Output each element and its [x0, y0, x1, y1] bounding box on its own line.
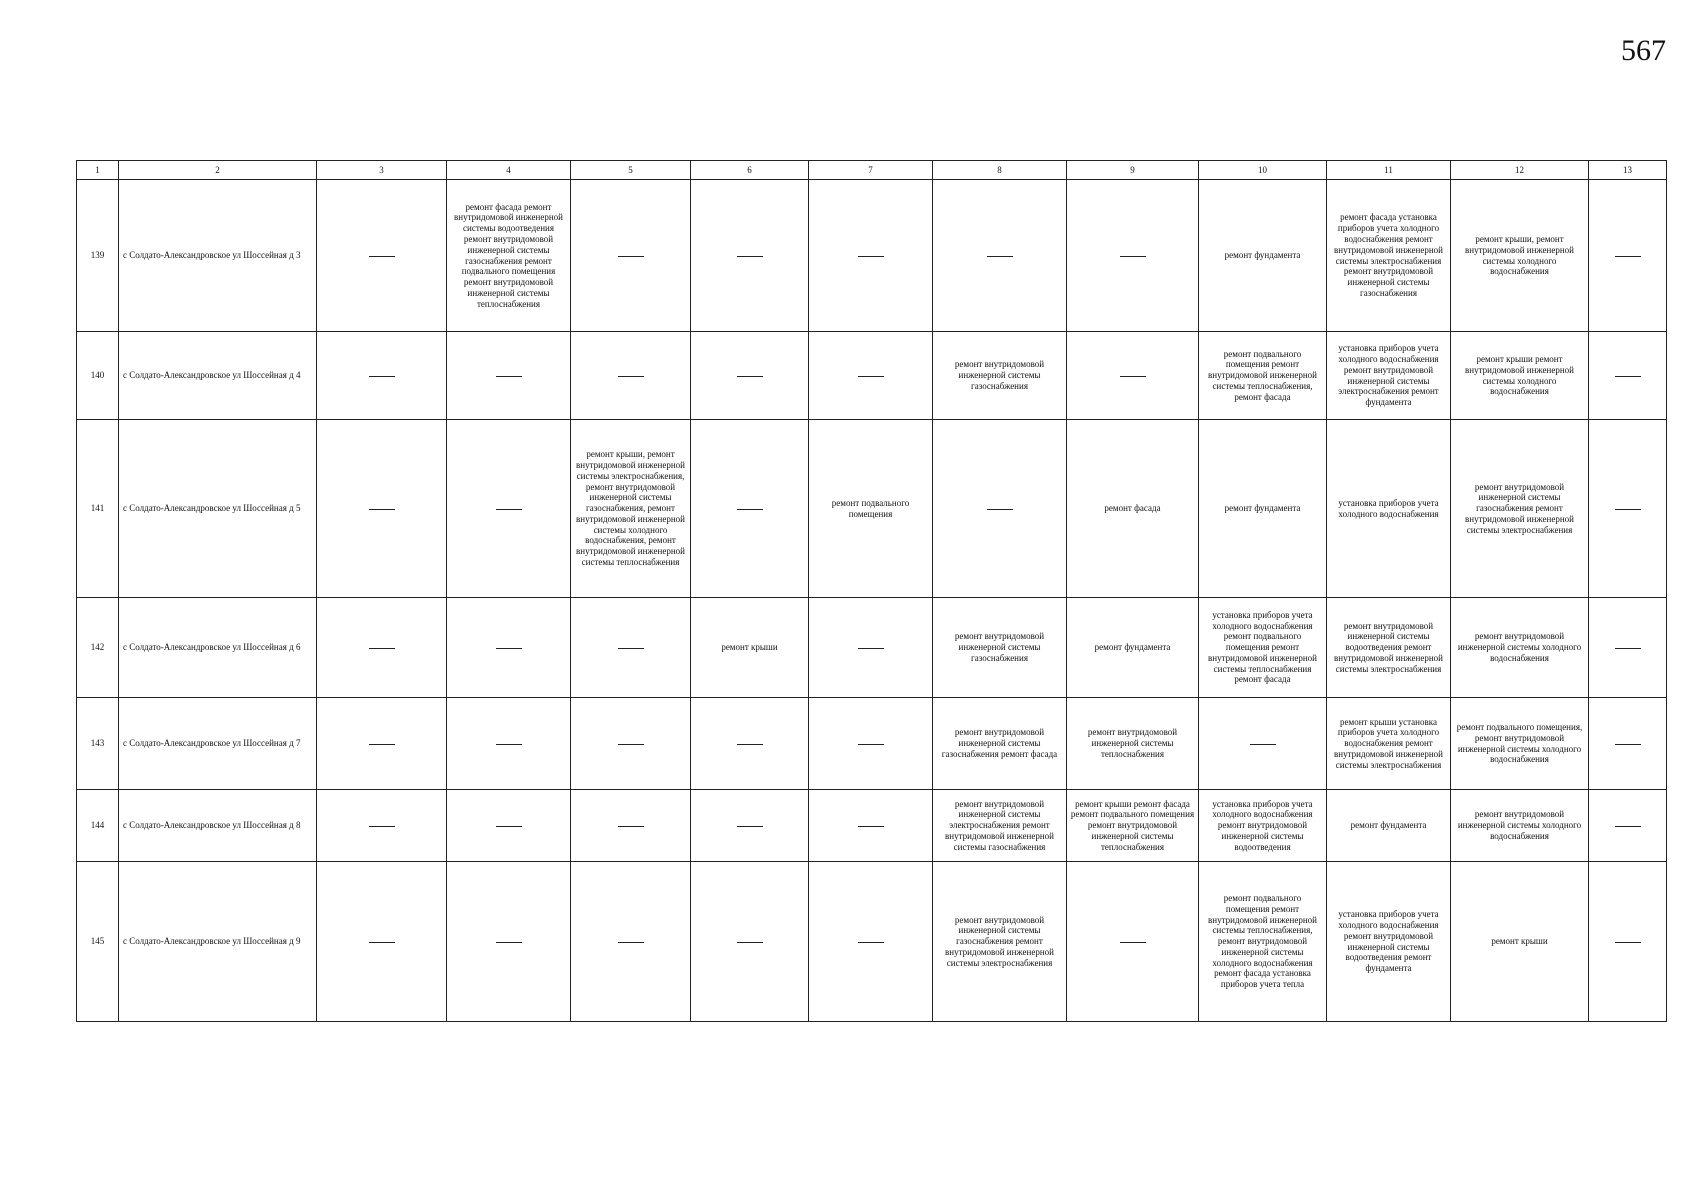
work-cell-col-3 — [317, 332, 447, 420]
work-cell-col-7 — [809, 790, 933, 862]
work-cell-col-3 — [317, 598, 447, 698]
work-cell-col-9 — [1067, 862, 1199, 1022]
empty-dash — [737, 942, 763, 943]
empty-dash — [496, 648, 522, 649]
page-number: 567 — [1621, 34, 1666, 67]
empty-dash — [1615, 648, 1641, 649]
empty-dash — [1615, 509, 1641, 510]
work-cell-col-4 — [447, 862, 571, 1022]
work-cell-col-8: ремонт внутридомовой инженерной системы газоснабжения — [933, 332, 1067, 420]
work-cell-col-12: ремонт подвального помещения, ремонт внутридомовой инженерной системы холодного водоснабжения — [1451, 698, 1589, 790]
empty-dash — [369, 509, 395, 510]
empty-dash — [858, 826, 884, 827]
row-number: 139 — [77, 180, 119, 332]
empty-dash — [369, 826, 395, 827]
work-cell-col-6: ремонт крыши — [691, 598, 809, 698]
work-cell-col-13 — [1589, 598, 1667, 698]
table-row — [77, 862, 1667, 1022]
work-cell-col-13 — [1589, 420, 1667, 598]
work-cell-col-13 — [1589, 180, 1667, 332]
row-number: 143 — [77, 698, 119, 790]
work-cell-col-3 — [317, 698, 447, 790]
work-cell-col-6 — [691, 698, 809, 790]
column-header-10: 10 — [1199, 161, 1327, 180]
column-header-13: 13 — [1589, 161, 1667, 180]
table-row — [77, 420, 1667, 598]
table-row — [77, 790, 1667, 862]
work-cell-col-4 — [447, 790, 571, 862]
column-header-9: 9 — [1067, 161, 1199, 180]
work-cell-col-10: ремонт подвального помещения ремонт внутридомовой инженерной системы теплоснабжения, ремонт фасада — [1199, 332, 1327, 420]
column-header-12: 12 — [1451, 161, 1589, 180]
row-number: 140 — [77, 332, 119, 420]
work-cell-col-12: ремонт внутридомовой инженерной системы холодного водоснабжения — [1451, 598, 1589, 698]
empty-dash — [858, 256, 884, 257]
work-cell-col-9: ремонт внутридомовой инженерной системы теплоснабжения — [1067, 698, 1199, 790]
work-cell-col-11: ремонт внутридомовой инженерной системы водоотведения ремонт внутридомовой инженерной системы электроснабжения — [1327, 598, 1451, 698]
column-header-3: 3 — [317, 161, 447, 180]
empty-dash — [618, 376, 644, 377]
work-cell-col-4: ремонт фасада ремонт внутридомовой инженерной системы водоотведения ремонт внутридомовой инженерной системы газоснабжения ремонт подвального помещения ремонт внутридомовой инженерной системы теплоснабжения — [447, 180, 571, 332]
empty-dash — [858, 744, 884, 745]
works-table-container — [76, 160, 1667, 1022]
work-cell-col-12: ремонт внутридомовой инженерной системы газоснабжения ремонт внутридомовой инженерной системы электроснабжения — [1451, 420, 1589, 598]
work-cell-col-8: ремонт внутридомовой инженерной системы газоснабжения ремонт фасада — [933, 698, 1067, 790]
work-cell-col-6 — [691, 180, 809, 332]
work-cell-col-13 — [1589, 332, 1667, 420]
empty-dash — [369, 648, 395, 649]
column-header-4: 4 — [447, 161, 571, 180]
table-row — [77, 598, 1667, 698]
work-cell-col-3 — [317, 790, 447, 862]
column-header-row — [77, 161, 1667, 180]
address-cell: с Солдато-Александровское ул Шоссейная д 8 — [119, 790, 317, 862]
empty-dash — [1615, 942, 1641, 943]
empty-dash — [369, 942, 395, 943]
work-cell-col-5 — [571, 180, 691, 332]
empty-dash — [496, 376, 522, 377]
work-cell-col-10 — [1199, 698, 1327, 790]
column-header-6: 6 — [691, 161, 809, 180]
work-cell-col-11: ремонт фасада установка приборов учета холодного водоснабжения ремонт внутридомовой инженерной системы электроснабжения ремонт внутридомовой инженерной системы газоснабжения — [1327, 180, 1451, 332]
work-cell-col-8 — [933, 180, 1067, 332]
empty-dash — [496, 744, 522, 745]
work-cell-col-8 — [933, 420, 1067, 598]
work-cell-col-10: ремонт подвального помещения ремонт внутридомовой инженерной системы теплоснабжения, ремонт внутридомовой инженерной системы холодного водоснабжения ремонт фасада установка приборов учета тепла — [1199, 862, 1327, 1022]
work-cell-col-3 — [317, 420, 447, 598]
work-cell-col-12: ремонт внутридомовой инженерной системы холодного водоснабжения — [1451, 790, 1589, 862]
column-header-2: 2 — [119, 161, 317, 180]
work-cell-col-6 — [691, 862, 809, 1022]
work-cell-col-3 — [317, 862, 447, 1022]
empty-dash — [1615, 826, 1641, 827]
work-cell-col-9: ремонт фасада — [1067, 420, 1199, 598]
empty-dash — [618, 942, 644, 943]
empty-dash — [369, 376, 395, 377]
work-cell-col-9: ремонт фундамента — [1067, 598, 1199, 698]
address-cell: с Солдато-Александровское ул Шоссейная д 9 — [119, 862, 317, 1022]
empty-dash — [987, 256, 1013, 257]
address-cell: с Солдато-Александровское ул Шоссейная д 3 — [119, 180, 317, 332]
empty-dash — [1120, 942, 1146, 943]
work-cell-col-9 — [1067, 332, 1199, 420]
work-cell-col-7 — [809, 180, 933, 332]
work-cell-col-12: ремонт крыши — [1451, 862, 1589, 1022]
empty-dash — [737, 509, 763, 510]
work-cell-col-4 — [447, 332, 571, 420]
work-cell-col-13 — [1589, 698, 1667, 790]
column-header-11: 11 — [1327, 161, 1451, 180]
table-body — [77, 161, 1667, 1022]
table-row — [77, 332, 1667, 420]
empty-dash — [369, 256, 395, 257]
work-cell-col-11: установка приборов учета холодного водоснабжения ремонт внутридомовой инженерной системы водоотведения ремонт фундамента — [1327, 862, 1451, 1022]
work-cell-col-8: ремонт внутридомовой инженерной системы электроснабжения ремонт внутридомовой инженерной системы газоснабжения — [933, 790, 1067, 862]
row-number: 142 — [77, 598, 119, 698]
empty-dash — [858, 648, 884, 649]
work-cell-col-12: ремонт крыши, ремонт внутридомовой инженерной системы холодного водоснабжения — [1451, 180, 1589, 332]
column-header-5: 5 — [571, 161, 691, 180]
work-cell-col-7 — [809, 862, 933, 1022]
empty-dash — [1250, 744, 1276, 745]
work-cell-col-12: ремонт крыши ремонт внутридомовой инженерной системы холодного водоснабжения — [1451, 332, 1589, 420]
work-cell-col-4 — [447, 698, 571, 790]
work-cell-col-7: ремонт подвального помещения — [809, 420, 933, 598]
work-cell-col-10: установка приборов учета холодного водоснабжения ремонт подвального помещения ремонт внутридомовой инженерной системы теплоснабжения ремонт фасада — [1199, 598, 1327, 698]
work-cell-col-6 — [691, 332, 809, 420]
work-cell-col-7 — [809, 598, 933, 698]
address-cell: с Солдато-Александровское ул Шоссейная д 6 — [119, 598, 317, 698]
empty-dash — [987, 509, 1013, 510]
work-cell-col-5 — [571, 698, 691, 790]
empty-dash — [618, 826, 644, 827]
address-cell: с Солдато-Александровское ул Шоссейная д 4 — [119, 332, 317, 420]
works-table — [76, 160, 1667, 1022]
row-number: 141 — [77, 420, 119, 598]
empty-dash — [496, 942, 522, 943]
empty-dash — [737, 376, 763, 377]
work-cell-col-4 — [447, 420, 571, 598]
empty-dash — [1615, 744, 1641, 745]
empty-dash — [1615, 376, 1641, 377]
empty-dash — [618, 256, 644, 257]
empty-dash — [1120, 256, 1146, 257]
work-cell-col-6 — [691, 790, 809, 862]
work-cell-col-8: ремонт внутридомовой инженерной системы газоснабжения ремонт внутридомовой инженерной системы электроснабжения — [933, 862, 1067, 1022]
work-cell-col-5: ремонт крыши, ремонт внутридомовой инженерной системы электроснабжения, ремонт внутридомовой инженерной системы газоснабжения, ремонт внутридомовой инженерной системы холодного водоснабжения, ремонт внутридомовой инженерной системы теплоснабжения — [571, 420, 691, 598]
work-cell-col-6 — [691, 420, 809, 598]
empty-dash — [1615, 256, 1641, 257]
work-cell-col-10: установка приборов учета холодного водоснабжения ремонт внутридомовой инженерной системы водоотведения — [1199, 790, 1327, 862]
empty-dash — [618, 744, 644, 745]
table-row — [77, 180, 1667, 332]
row-number: 145 — [77, 862, 119, 1022]
work-cell-col-5 — [571, 790, 691, 862]
empty-dash — [496, 826, 522, 827]
column-header-1: 1 — [77, 161, 119, 180]
work-cell-col-9: ремонт крыши ремонт фасада ремонт подвального помещения ремонт внутридомовой инженерной системы теплоснабжения — [1067, 790, 1199, 862]
row-number: 144 — [77, 790, 119, 862]
work-cell-col-5 — [571, 598, 691, 698]
work-cell-col-9 — [1067, 180, 1199, 332]
work-cell-col-11: ремонт крыши установка приборов учета холодного водоснабжения ремонт внутридомовой инженерной системы электроснабжения — [1327, 698, 1451, 790]
address-cell: с Солдато-Александровское ул Шоссейная д 7 — [119, 698, 317, 790]
empty-dash — [737, 744, 763, 745]
work-cell-col-7 — [809, 698, 933, 790]
empty-dash — [618, 648, 644, 649]
table-row — [77, 698, 1667, 790]
column-header-8: 8 — [933, 161, 1067, 180]
empty-dash — [496, 509, 522, 510]
empty-dash — [369, 744, 395, 745]
work-cell-col-11: установка приборов учета холодного водоснабжения ремонт внутридомовой инженерной системы электроснабжения ремонт фундамента — [1327, 332, 1451, 420]
work-cell-col-8: ремонт внутридомовой инженерной системы газоснабжения — [933, 598, 1067, 698]
work-cell-col-7 — [809, 332, 933, 420]
work-cell-col-13 — [1589, 790, 1667, 862]
work-cell-col-13 — [1589, 862, 1667, 1022]
work-cell-col-5 — [571, 332, 691, 420]
address-cell: с Солдато-Александровское ул Шоссейная д 5 — [119, 420, 317, 598]
empty-dash — [858, 376, 884, 377]
work-cell-col-5 — [571, 862, 691, 1022]
work-cell-col-11: установка приборов учета холодного водоснабжения — [1327, 420, 1451, 598]
work-cell-col-3 — [317, 180, 447, 332]
work-cell-col-10: ремонт фундамента — [1199, 420, 1327, 598]
empty-dash — [858, 942, 884, 943]
work-cell-col-10: ремонт фундамента — [1199, 180, 1327, 332]
empty-dash — [737, 826, 763, 827]
column-header-7: 7 — [809, 161, 933, 180]
work-cell-col-11: ремонт фундамента — [1327, 790, 1451, 862]
empty-dash — [737, 256, 763, 257]
work-cell-col-4 — [447, 598, 571, 698]
empty-dash — [1120, 376, 1146, 377]
